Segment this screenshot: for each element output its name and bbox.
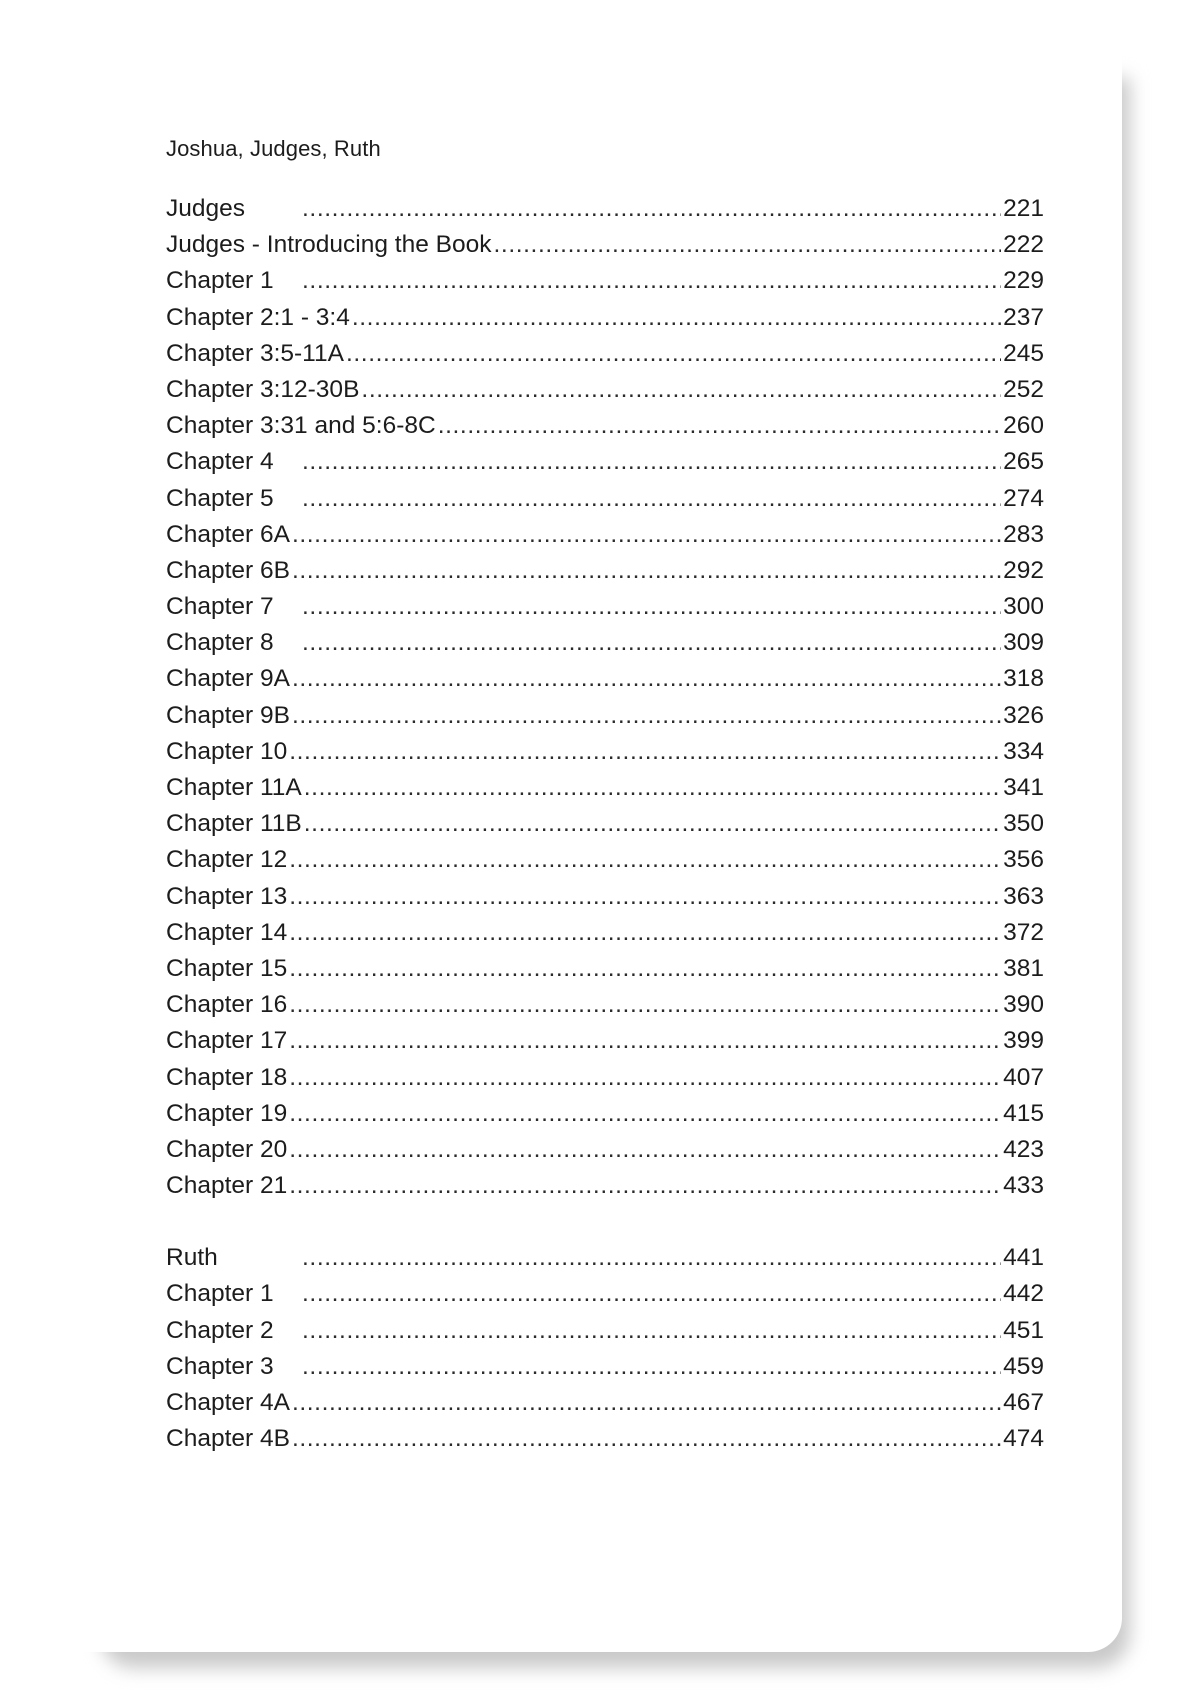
toc-entry xyxy=(166,1027,1044,1063)
dot-leader xyxy=(292,521,1001,549)
toc-entry xyxy=(166,557,1044,593)
toc-entry-page: 318 xyxy=(1003,665,1044,693)
toc-entry-label: Chapter 21 xyxy=(166,1172,288,1200)
dot-leader xyxy=(292,702,1001,730)
toc-entry-label: Chapter 18 xyxy=(166,1063,288,1091)
dot-leader xyxy=(346,340,1001,368)
toc-entry xyxy=(166,412,1044,448)
toc-entry-page: 274 xyxy=(1003,484,1044,512)
dot-leader xyxy=(302,267,1001,295)
toc-entry xyxy=(166,1425,1044,1461)
dot-leader xyxy=(361,376,1001,404)
toc-entry-label: Chapter 3:5-11A xyxy=(166,339,344,367)
toc-entry-label: Chapter 3 xyxy=(166,1352,274,1380)
toc-entry-label: Chapter 9A xyxy=(166,665,290,693)
dot-leader xyxy=(292,665,1001,693)
toc-entry xyxy=(166,521,1044,557)
dot-leader xyxy=(289,919,1001,947)
toc-entry xyxy=(166,1172,1044,1208)
dot-leader xyxy=(289,1100,1001,1128)
running-header: Joshua, Judges, Ruth xyxy=(166,136,381,161)
toc-entry-label: Chapter 2:1 - 3:4 xyxy=(166,303,350,331)
dot-leader xyxy=(302,485,1001,513)
dot-leader xyxy=(289,1064,1001,1092)
toc-entry-label: Chapter 3:31 and 5:6-8C xyxy=(166,412,436,440)
dot-leader xyxy=(494,231,1002,259)
toc-entry xyxy=(166,304,1044,340)
toc-entry-page: 451 xyxy=(1003,1316,1044,1344)
toc-entry-page: 442 xyxy=(1003,1280,1044,1308)
toc-entry-label: Judges - Introducing the Book xyxy=(166,231,492,259)
toc-entry-page: 334 xyxy=(1003,737,1044,765)
toc-entry-label: Chapter 1 xyxy=(166,1280,274,1308)
toc-entry-label: Chapter 7 xyxy=(166,593,274,621)
dot-leader xyxy=(289,846,1001,874)
dot-leader xyxy=(292,557,1001,585)
toc-entry-page: 390 xyxy=(1003,991,1044,1019)
toc-entry xyxy=(166,1136,1044,1172)
toc-entry xyxy=(166,376,1044,412)
dot-leader xyxy=(302,1244,1001,1272)
toc-entry xyxy=(166,593,1044,629)
toc-entry xyxy=(166,448,1044,484)
toc-entry-page: 407 xyxy=(1003,1063,1044,1091)
toc-entry xyxy=(166,1353,1044,1389)
toc-entry xyxy=(166,883,1044,919)
toc-entry xyxy=(166,919,1044,955)
toc-entry-label: Judges xyxy=(166,195,246,222)
toc-entry-page: 245 xyxy=(1003,339,1044,367)
toc-entry-page: 441 xyxy=(1003,1244,1044,1272)
toc-entry-page: 474 xyxy=(1003,1425,1044,1453)
toc-entry-page: 423 xyxy=(1003,1135,1044,1163)
toc-entry xyxy=(166,774,1044,810)
toc-entry xyxy=(166,1389,1044,1425)
toc-entry-label: Ruth xyxy=(166,1244,218,1272)
toc-entry-page: 381 xyxy=(1003,954,1044,982)
toc-entry-page: 350 xyxy=(1003,810,1044,838)
toc-entry xyxy=(166,1317,1044,1353)
toc-entry-label: Chapter 15 xyxy=(166,954,288,982)
dot-leader xyxy=(302,195,1001,223)
dot-leader xyxy=(438,412,1001,440)
dot-leader xyxy=(289,738,1001,766)
toc-entry-page: 372 xyxy=(1003,918,1044,946)
toc-entry xyxy=(166,810,1044,846)
toc-entry-page: 300 xyxy=(1003,593,1044,621)
toc-entry xyxy=(166,195,1044,231)
toc-entry xyxy=(166,738,1044,774)
toc-entry-page: 363 xyxy=(1003,882,1044,910)
dot-leader xyxy=(289,1027,1001,1055)
dot-leader xyxy=(304,774,1001,802)
toc-entry-label: Chapter 4 xyxy=(166,448,274,476)
toc-entry-label: Chapter 16 xyxy=(166,991,288,1019)
toc-entry xyxy=(166,267,1044,303)
toc-entry xyxy=(166,991,1044,1027)
toc-entry-label: Chapter 19 xyxy=(166,1099,288,1127)
toc-entry-page: 467 xyxy=(1003,1389,1044,1416)
table-of-contents xyxy=(166,195,1044,1461)
toc-entry-page: 237 xyxy=(1003,303,1044,331)
toc-entry-label: Chapter 10 xyxy=(166,737,288,765)
dot-leader xyxy=(302,1280,1001,1308)
toc-entry xyxy=(166,1064,1044,1100)
toc-entry-label: Chapter 6A xyxy=(166,520,290,548)
toc-entry-label: Chapter 11A xyxy=(166,774,302,801)
toc-entry-label: Chapter 8 xyxy=(166,629,274,657)
dot-leader xyxy=(304,810,1001,838)
toc-entry-page: 341 xyxy=(1003,774,1044,801)
toc-entry-label: Chapter 5 xyxy=(166,484,274,512)
section-spacer xyxy=(166,1208,1044,1244)
toc-entry-label: Chapter 13 xyxy=(166,882,288,910)
toc-entry xyxy=(166,1280,1044,1316)
toc-entry xyxy=(166,340,1044,376)
dot-leader xyxy=(289,1172,1001,1200)
toc-entry-page: 292 xyxy=(1003,556,1044,584)
toc-entry xyxy=(166,955,1044,991)
toc-entry xyxy=(166,485,1044,521)
dot-leader xyxy=(352,304,1001,332)
toc-entry xyxy=(166,1100,1044,1136)
dot-leader xyxy=(292,1389,1001,1417)
toc-entry-label: Chapter 2 xyxy=(166,1316,274,1344)
toc-entry-label: Chapter 1 xyxy=(166,267,274,295)
toc-entry xyxy=(166,629,1044,665)
dot-leader xyxy=(289,883,1001,911)
toc-entry-label: Chapter 4A xyxy=(166,1389,290,1416)
toc-entry-label: Chapter 6B xyxy=(166,556,290,584)
toc-entry-label: Chapter 12 xyxy=(166,846,288,874)
toc-entry-label: Chapter 20 xyxy=(166,1135,288,1163)
dot-leader xyxy=(302,593,1001,621)
dot-leader xyxy=(289,1136,1001,1164)
toc-entry-page: 415 xyxy=(1003,1099,1044,1127)
toc-entry-page: 326 xyxy=(1003,701,1044,729)
toc-entry xyxy=(166,1244,1044,1280)
dot-leader xyxy=(289,991,1001,1019)
toc-entry-page: 229 xyxy=(1003,267,1044,295)
toc-entry-label: Chapter 9B xyxy=(166,701,290,729)
toc-entry-page: 260 xyxy=(1003,412,1044,440)
dot-leader xyxy=(289,955,1001,983)
toc-entry-label: Chapter 3:12-30B xyxy=(166,375,360,403)
dot-leader xyxy=(292,1425,1001,1453)
toc-entry-page: 283 xyxy=(1003,520,1044,548)
toc-entry-label: Chapter 11B xyxy=(166,810,302,838)
toc-entry-page: 222 xyxy=(1003,231,1044,259)
toc-entry-page: 433 xyxy=(1003,1172,1044,1200)
toc-entry-page: 221 xyxy=(1003,195,1044,222)
toc-entry-page: 399 xyxy=(1003,1027,1044,1055)
toc-entry-page: 356 xyxy=(1003,846,1044,874)
toc-entry-page: 309 xyxy=(1003,629,1044,657)
toc-entry xyxy=(166,231,1044,267)
toc-entry-page: 459 xyxy=(1003,1352,1044,1380)
toc-entry-label: Chapter 17 xyxy=(166,1027,288,1055)
dot-leader xyxy=(302,1353,1001,1381)
toc-entry xyxy=(166,846,1044,882)
judges-section xyxy=(166,195,1044,1208)
toc-entry xyxy=(166,702,1044,738)
dot-leader xyxy=(302,448,1001,476)
toc-entry-label: Chapter 14 xyxy=(166,918,288,946)
ruth-section xyxy=(166,1244,1044,1461)
dot-leader xyxy=(302,629,1001,657)
toc-entry-page: 265 xyxy=(1003,448,1044,476)
toc-entry xyxy=(166,665,1044,701)
toc-entry-label: Chapter 4B xyxy=(166,1425,290,1453)
dot-leader xyxy=(302,1317,1001,1345)
toc-entry-page: 252 xyxy=(1003,375,1044,403)
